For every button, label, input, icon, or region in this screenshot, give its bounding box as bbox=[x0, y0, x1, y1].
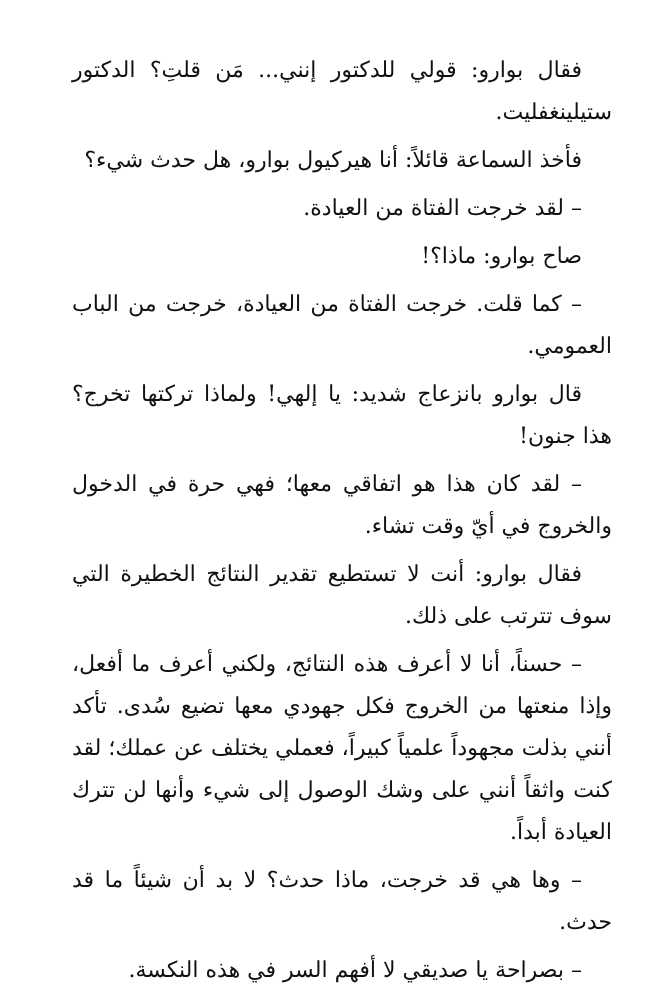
paragraph: – كما قلت. خرجت الفتاة من العيادة، خرجت من الباب العمومي. bbox=[72, 292, 612, 359]
paragraph: – لقد كان هذا هو اتفاقي معها؛ فهي حرة في الدخول والخروج في أيّ وقت تشاء. bbox=[72, 472, 612, 539]
paragraph: – بصراحة يا صديقي لا أفهم السر في هذه النكسة. bbox=[128, 958, 582, 983]
paragraph: – لقد خرجت الفتاة من العيادة. bbox=[303, 196, 582, 221]
paragraph: – وها هي قد خرجت، ماذا حدث؟ لا بد أن شيئاً ما قد حدث. bbox=[72, 868, 612, 935]
paragraph: فقال بوارو: أنت لا تستطيع تقدير النتائج الخطيرة التي سوف تترتب على ذلك. bbox=[72, 562, 612, 629]
paragraph: صاح بوارو: ماذا؟! bbox=[421, 244, 582, 269]
paragraph: قال بوارو بانزعاج شديد: يا إلهي! ولماذا تركتها تخرج؟ هذا جنون! bbox=[72, 382, 612, 449]
paragraph: فأخذ السماعة قائلاً: أنا هيركيول بوارو، هل حدث شيء؟ bbox=[84, 148, 582, 173]
book-page bbox=[72, 50, 612, 998]
paragraph: فقال بوارو: قولي للدكتور إنني... مَن قلتِ؟ الدكتور ستيلينغفليت. bbox=[72, 58, 612, 125]
paragraph: – حسناً، أنا لا أعرف هذه النتائج، ولكني أعرف ما أفعل، وإذا منعتها من الخروج فكل جهودي معها تضيع سُدى. تأكد أنني بذلت مجهوداً علمياً كبيراً، فعملي يختلف عن عملك؛ لقد كنت واثقاً أنني على وشك الوصول إلى شيء وأنها لن تترك العيادة أبداً. bbox=[72, 652, 612, 845]
